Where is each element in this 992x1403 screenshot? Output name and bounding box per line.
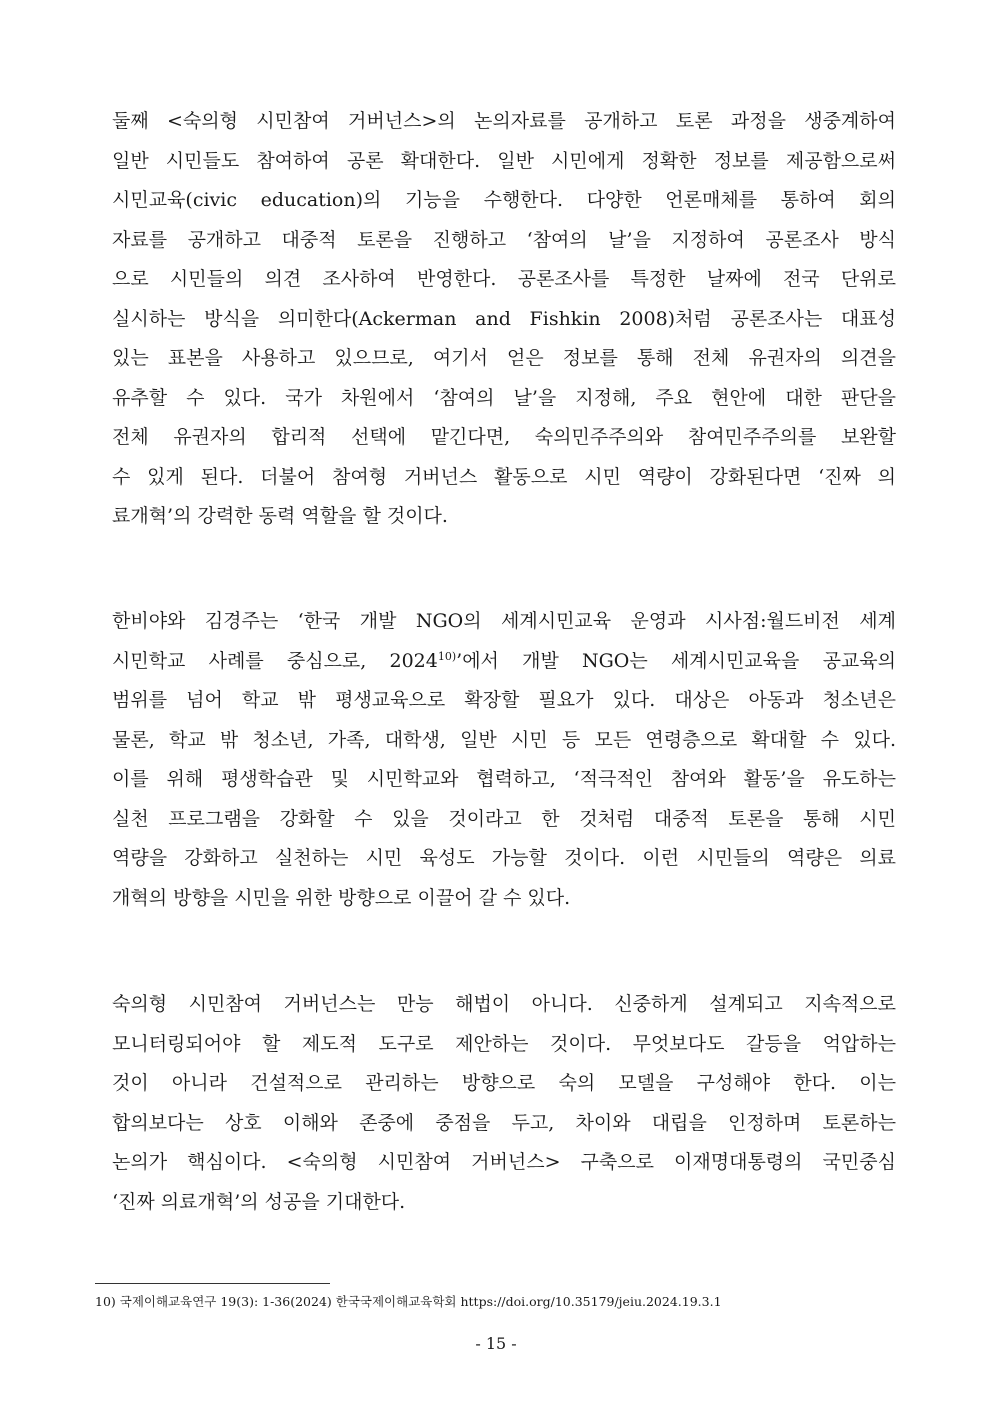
text-line: 논의가 핵심이다. <숙의형 시민참여 거버넌스> 구축으로 이재명대통령의 국민중심 (112, 1151, 896, 1173)
text-line: 수 있게 된다. 더불어 참여형 거버넌스 활동으로 시민 역량이 강화된다면 ‘진짜 의 (112, 465, 896, 488)
text-line: 실천 프로그램을 강화할 수 있을 것이라고 한 것처럼 대중적 토론을 통해 시민 (112, 807, 896, 830)
footnote-reference[interactable]: 10) (437, 649, 457, 663)
text-line: 모니터링되어야 할 제도적 도구로 제안하는 것이다. 무엇보다도 갈등을 억압하는 (112, 1032, 896, 1055)
text-segment: 시민학교 사례를 중심으로, 2024 (112, 649, 438, 672)
paragraph-2 (112, 602, 896, 918)
text-line-with-footnote (112, 642, 896, 682)
text-line: 물론, 학교 밖 청소년, 가족, 대학생, 일반 시민 등 모든 연령층으로 확대할 수 있다. (112, 728, 896, 751)
text-line: 숙의형 시민참여 거버넌스는 만능 해법이 아니다. 신중하게 설계되고 지속적으로 (112, 993, 896, 1015)
text-line: 전체 유권자의 합리적 선택에 맡긴다면, 숙의민주주의와 참여민주주의를 보완할 (112, 426, 896, 448)
text-line: 있는 표본을 사용하고 있으므로, 여기서 얻은 정보를 통해 전체 유권자의 의견을 (112, 347, 896, 369)
text-line: 시민교육(civic education)의 기능을 수행한다. 다양한 언론매체를 통하여 회의 (112, 189, 896, 211)
text-segment: ’에서 개발 NGO는 세계시민교육을 공교육의 (456, 649, 896, 672)
text-line: 자료를 공개하고 대중적 토론을 진행하고 ‘참여의 날’을 지정하여 공론조사 방식 (112, 228, 896, 251)
text-line: 역량을 강화하고 실천하는 시민 육성도 가능할 것이다. 이런 시민들의 역량은 의료 (112, 847, 896, 869)
text-line: 합의보다는 상호 이해와 존중에 중점을 두고, 차이와 대립을 인정하며 토론하는 (112, 1111, 896, 1134)
text-line: 일반 시민들도 참여하여 공론 확대한다. 일반 시민에게 정확한 정보를 제공함으로써 (112, 149, 896, 172)
page-number: - 15 - (475, 1334, 517, 1353)
text-line: 한비야와 김경주는 ‘한국 개발 NGO의 세계시민교육 운영과 시사점:월드비전 세계 (112, 610, 896, 632)
text-line: 료개혁’의 강력한 동력 역할을 할 것이다. (112, 505, 448, 527)
text-line: 둘째 <숙의형 시민참여 거버넌스>의 논의자료를 공개하고 토론 과정을 생중계하여 (112, 110, 896, 132)
text-line: 실시하는 방식을 의미한다(Ackerman and Fishkin 2008)처럼 공론조사는 대표성 (112, 307, 896, 330)
paragraph-3 (112, 985, 896, 1222)
paragraph-1 (112, 102, 896, 537)
text-line: 것이 아니라 건설적으로 관리하는 방향으로 숙의 모델을 구성해야 한다. 이는 (112, 1072, 896, 1094)
text-line: 유추할 수 있다. 국가 차원에서 ‘참여의 날’을 지정해, 주요 현안에 대한 판단을 (112, 386, 896, 409)
text-line: 이를 위해 평생학습관 및 시민학교와 협력하고, ‘적극적인 참여와 활동’을 유도하는 (112, 768, 896, 790)
footnote-divider (95, 1283, 330, 1284)
text-line: 개혁의 방향을 시민을 위한 방향으로 이끌어 갈 수 있다. (112, 886, 571, 909)
text-line: 으로 시민들의 의견 조사하여 반영한다. 공론조사를 특정한 날짜에 전국 단위로 (112, 268, 896, 290)
text-line: 범위를 넘어 학교 밖 평생교육으로 확장할 필요가 있다. 대상은 아동과 청소년은 (112, 689, 896, 711)
footnote: 10) 국제이해교육연구 19(3): 1-36(2024) 한국국제이해교육학회 https://doi.org/10.35179/jeiu.2024.19.3.1 (95, 1294, 722, 1309)
text-line: ‘진짜 의료개혁’의 성공을 기대한다. (112, 1190, 406, 1213)
